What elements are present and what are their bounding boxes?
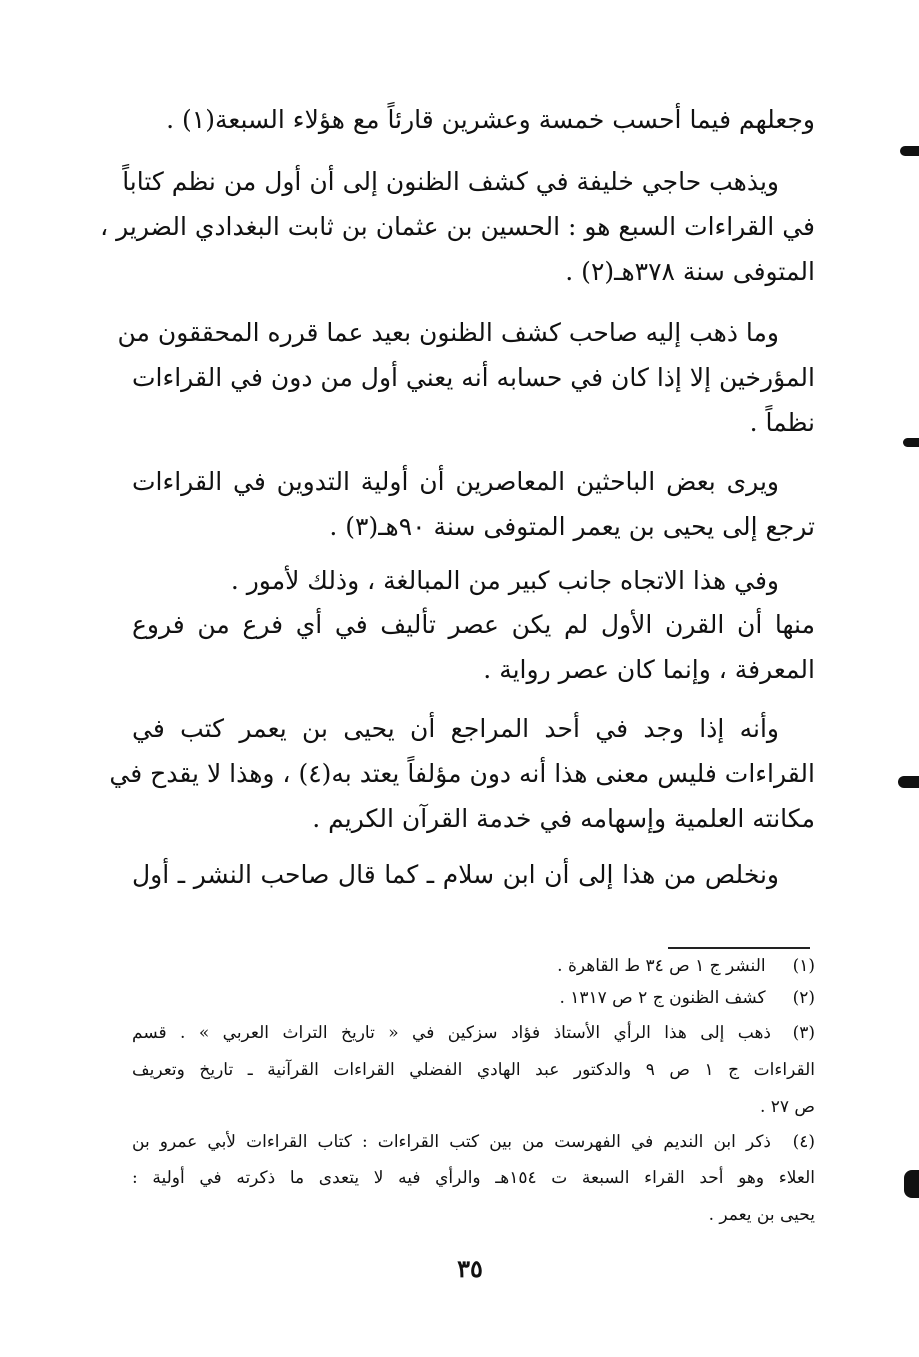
footnote-3-number: (٣) (792, 1023, 815, 1043)
footnote-4-line: العلاء وهو أحد القراء السبعة ت ١٥٤هـ والرأي فيه لا يتعدى ما ذكرته في أولية : (132, 1168, 815, 1188)
body-line: منها أن القرن الأول لم يكن عصر تأليف في أي فرع من فروع (132, 610, 815, 639)
footnote-number: (٢) (792, 988, 815, 1008)
body-line: ترجع إلى يحيى بن يعمر المتوفى سنة ٩٠هـ(٣) . (329, 512, 815, 541)
footnote-4-line: ذكر ابن النديم في الفهرست من بين كتب القراءات : كتاب القراءات لأبي عمرو بن (132, 1132, 771, 1152)
body-line: المتوفى سنة ٣٧٨هـ(٢) . (565, 257, 815, 286)
body-line: في القراءات السبع هو : الحسين بن عثمان بن ثابت البغدادي الضرير ، (100, 212, 815, 241)
body-line: ونخلص من هذا إلى أن ابن سلام ـ كما قال صاحب النشر ـ أول (132, 860, 779, 889)
scan-edge-mark (904, 1170, 919, 1198)
footnote-4-number: (٤) (792, 1132, 815, 1152)
scan-edge-mark (903, 438, 919, 447)
footnote-4-line: يحيى بن يعمر . (708, 1205, 815, 1225)
body-line: وفي هذا الاتجاه جانب كبير من المبالغة ، وذلك لأمور . (230, 566, 779, 595)
footnote-3-line: ذهب إلى هذا الرأي الأستاذ فؤاد سزكين في « تاريخ التراث العربي » . قسم (132, 1023, 771, 1043)
page-number: ٣٥ (457, 1254, 483, 1283)
scan-edge-mark (898, 776, 919, 788)
footnote-separator (668, 947, 810, 949)
body-line: نظماً . (749, 408, 815, 437)
footnote-text: النشر ج ١ ص ٣٤ ط القاهرة . (557, 956, 766, 976)
footnote-1 (557, 953, 815, 979)
footnote-number: (١) (792, 956, 815, 976)
footnote-3-line: القراءات ج ١ ص ٩ والدكتور عبد الهادي الفضلي القراءات القرآنية ـ تاريخ وتعريف (132, 1060, 816, 1080)
body-line: وما ذهب إليه صاحب كشف الظنون بعيد عما قرره المحققون من (117, 318, 779, 347)
footnote-text: كشف الظنون ج ٢ ص ١٣١٧ . (559, 988, 766, 1008)
body-line: المعرفة ، وإنما كان عصر رواية . (483, 655, 815, 684)
body-line: ويذهب حاجي خليفة في كشف الظنون إلى أن أول من نظم كتاباً (122, 167, 779, 196)
scan-edge-mark (900, 146, 919, 156)
body-line: ويرى بعض الباحثين المعاصرين أن أولية التدوين في القراءات (132, 467, 779, 496)
body-line: وأنه إذا وجد في أحد المراجع أن يحيى بن يعمر كتب في (132, 714, 779, 743)
body-line: وجعلهم فيما أحسب خمسة وعشرين قارئاً مع هؤلاء السبعة(١) . (166, 105, 815, 134)
body-line: القراءات فليس معنى هذا أنه دون مؤلفاً يعتد به(٤) ، وهذا لا يقدح في (109, 759, 815, 788)
body-line: المؤرخين إلا إذا كان في حسابه أنه يعني أول من دون في القراءات (132, 363, 815, 392)
body-line: مكانته العلمية وإسهامه في خدمة القرآن الكريم . (312, 804, 815, 833)
footnote-2 (559, 985, 815, 1011)
footnote-3-line: ص ٢٧ . (759, 1097, 815, 1117)
